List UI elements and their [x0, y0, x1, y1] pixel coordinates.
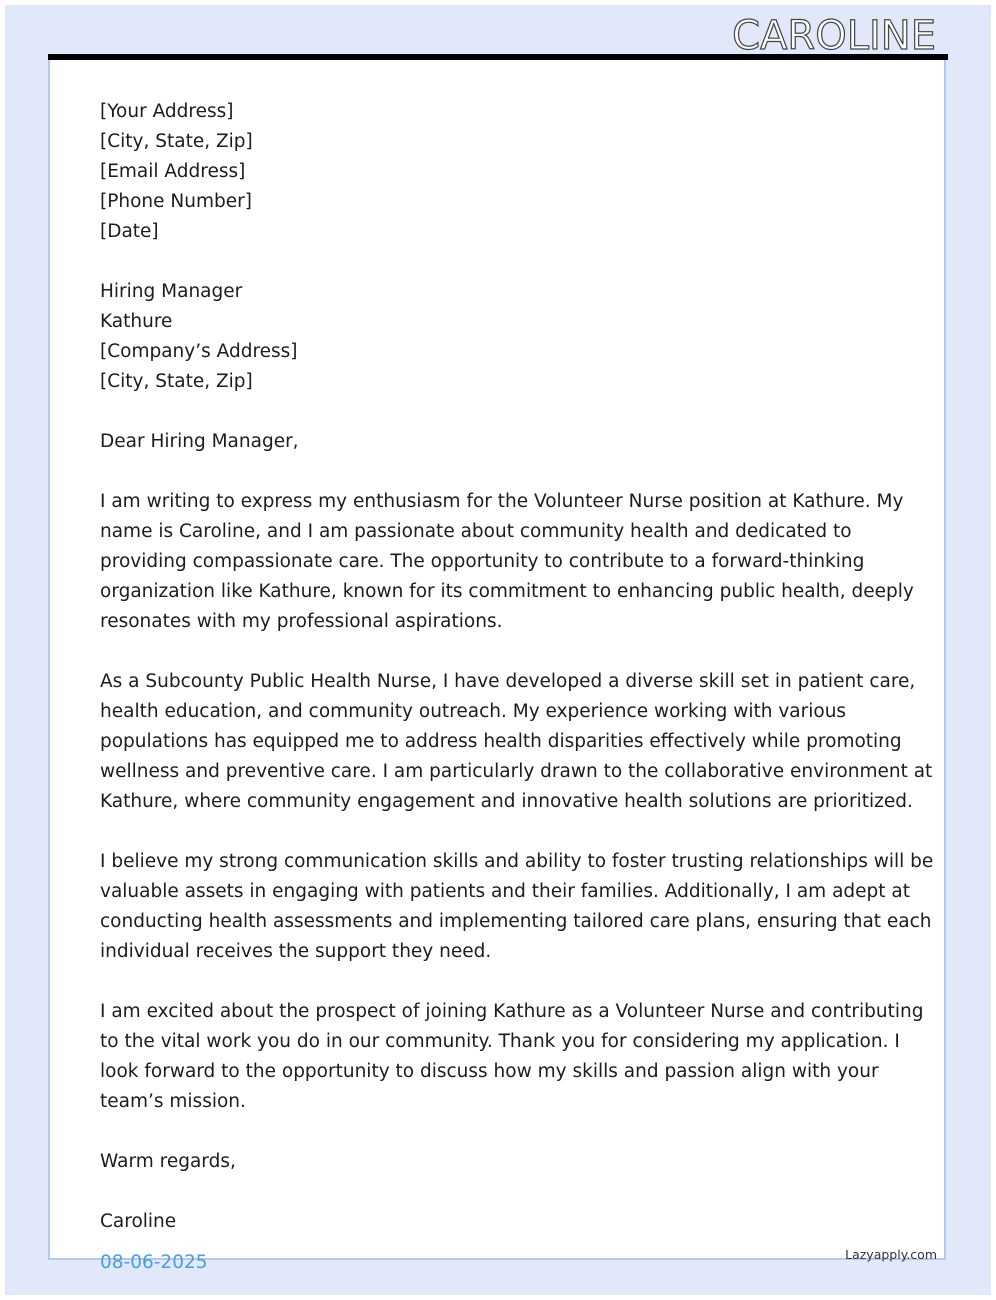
paragraph-line: resonates with my professional aspirations. [100, 611, 503, 632]
sender-date: [Date] [100, 221, 159, 242]
header-name: CAROLINE [732, 13, 936, 59]
paragraph-line: name is Caroline, and I am passionate about community health and dedicated to [100, 521, 852, 542]
sender-address: [Your Address] [100, 101, 234, 122]
paragraph-line: populations has equipped me to address health disparities effectively while promoting [100, 731, 902, 752]
body-paragraph-1 [100, 487, 914, 637]
paragraph-line: conducting health assessments and implementing tailored care plans, ensuring that each [100, 911, 932, 932]
recipient-city-state-zip: [City, State, Zip] [100, 371, 253, 392]
paragraph-line: health education, and community outreach. My experience working with various [100, 701, 847, 722]
brand-watermark: Lazyapply.com [845, 1247, 937, 1262]
paragraph-line: individual receives the support they need. [100, 941, 492, 962]
sender-email: [Email Address] [100, 161, 246, 182]
body-paragraph-3 [100, 847, 934, 967]
paragraph-line: I believe my strong communication skills and ability to foster trusting relationships will be [100, 851, 934, 872]
paragraph-line: Kathure, where community engagement and innovative health solutions are prioritized. [100, 791, 913, 812]
paragraph-line: I am writing to express my enthusiasm for the Volunteer Nurse position at Kathure. My [100, 491, 904, 512]
closing: Warm regards, [100, 1151, 236, 1172]
recipient-address: [Company’s Address] [100, 341, 298, 362]
body-paragraph-2 [100, 667, 933, 817]
paragraph-line: valuable assets in engaging with patients and their families. Additionally, I am adept at [100, 881, 911, 902]
sender-block [100, 97, 900, 247]
recipient-company: Kathure [100, 311, 173, 332]
body-paragraph-4 [100, 997, 924, 1117]
paragraph-line: I am excited about the prospect of joining Kathure as a Volunteer Nurse and contributing [100, 1001, 924, 1022]
paragraph-line: to the vital work you do in our community. Thank you for considering my application. I [100, 1031, 900, 1052]
paragraph-line: providing compassionate care. The opportunity to contribute to a forward-thinking [100, 551, 865, 572]
recipient-title: Hiring Manager [100, 281, 243, 302]
salutation: Dear Hiring Manager, [100, 431, 299, 452]
signature: Caroline [100, 1211, 177, 1232]
paragraph-line: organization like Kathure, known for its commitment to enhancing public health, deeply [100, 581, 914, 602]
paragraph-line: As a Subcounty Public Health Nurse, I have developed a diverse skill set in patient care, [100, 671, 916, 692]
paragraph-line: team’s mission. [100, 1091, 246, 1112]
paragraph-line: look forward to the opportunity to discuss how my skills and passion align with your [100, 1061, 879, 1082]
recipient-block [100, 277, 900, 397]
sender-phone: [Phone Number] [100, 191, 252, 212]
footer-date: 08-06-2025 [100, 1252, 208, 1273]
cover-letter [100, 97, 934, 1237]
sender-city-state-zip: [City, State, Zip] [100, 131, 253, 152]
paragraph-line: wellness and preventive care. I am particularly drawn to the collaborative environment at [100, 761, 933, 782]
